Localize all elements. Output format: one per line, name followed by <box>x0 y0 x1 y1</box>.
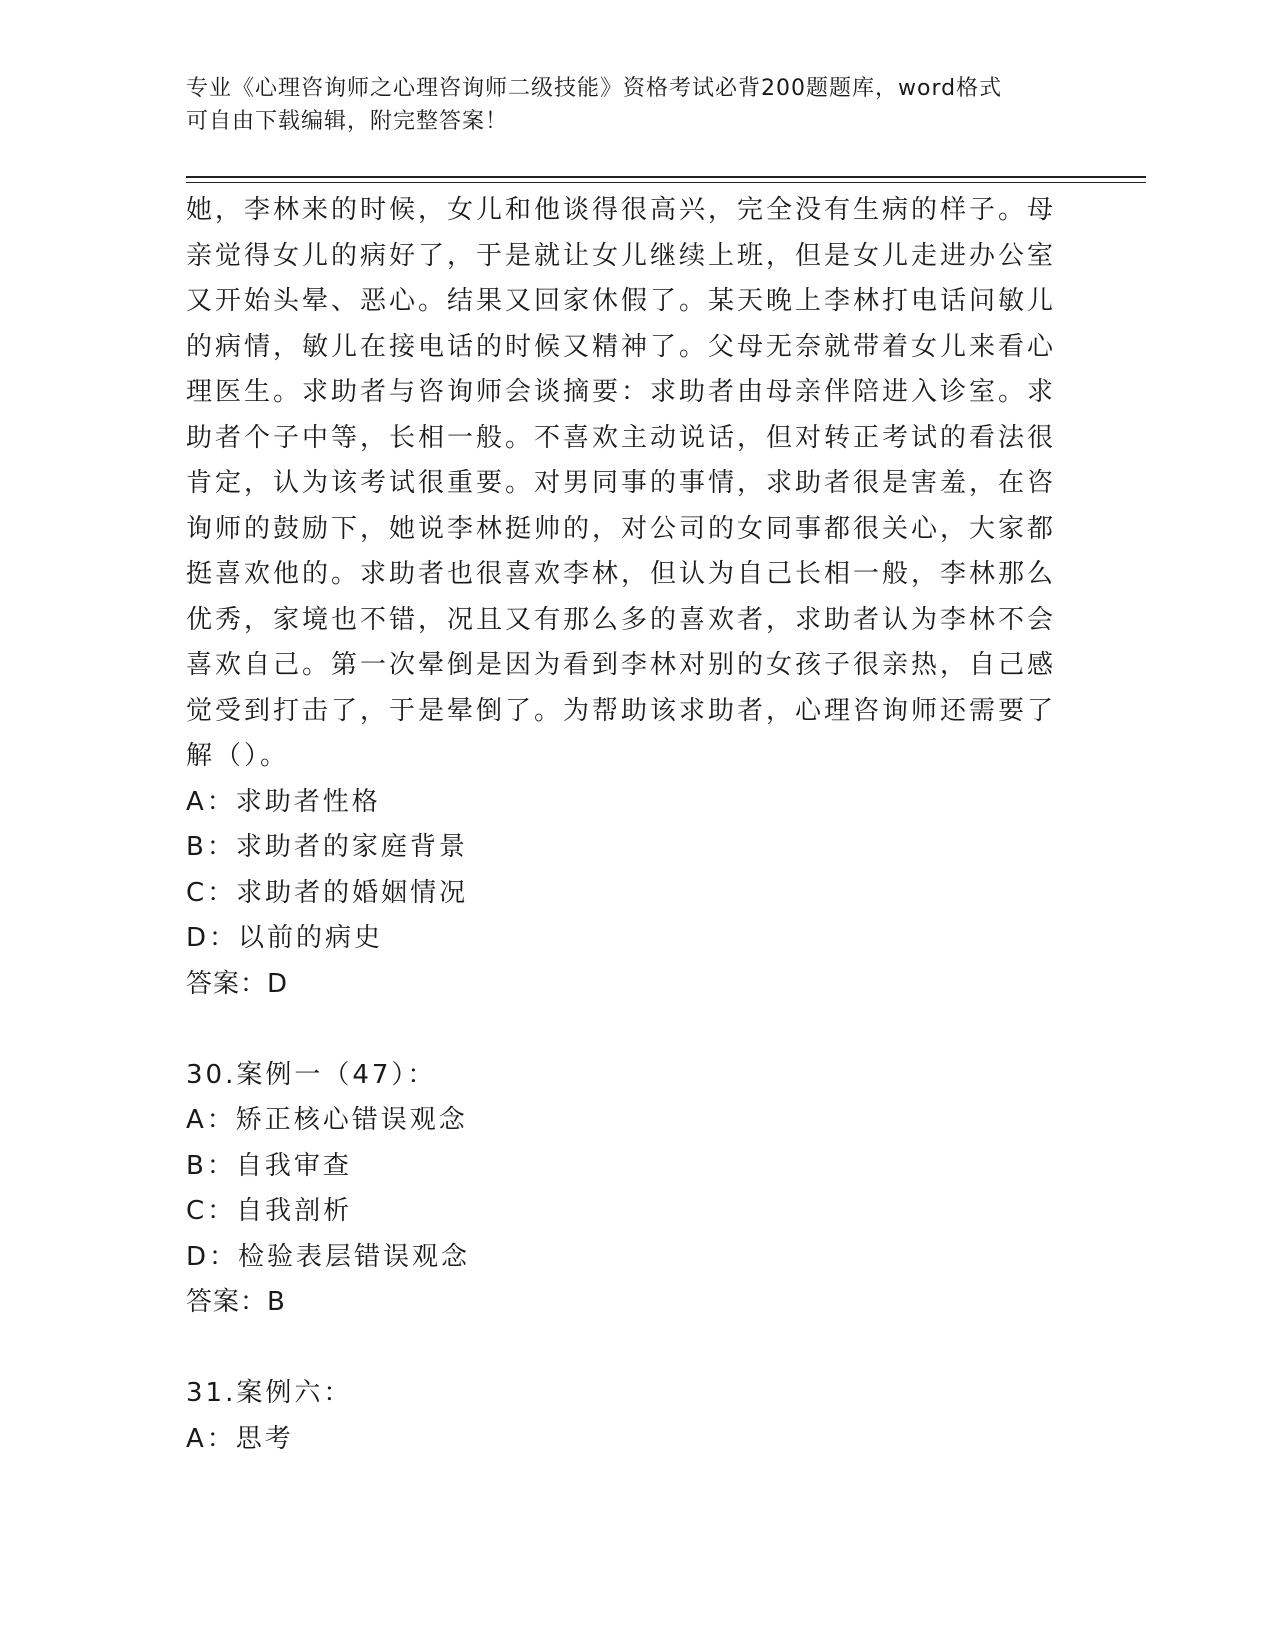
question-stem-line: 助者个子中等，长相一般。不喜欢主动说话，但对转正考试的看法很 <box>186 422 1057 453</box>
answer-label: 答案：D <box>186 968 289 999</box>
question-31 <box>186 1371 1066 1462</box>
question-stem-line: 亲觉得女儿的病好了，于是就让女儿继续上班，但是女儿走进办公室 <box>186 240 1057 271</box>
question-stem-line: 肯定，认为该考试很重要。对男同事的事情，求助者很是害羞，在咨 <box>186 468 1057 498</box>
question-30 <box>186 1053 1066 1326</box>
question-stem-line: 喜欢自己。第一次晕倒是因为看到李林对别的女孩子很亲热，自己感 <box>186 650 1057 680</box>
option-c: C：求助者的婚姻情况 <box>186 877 469 908</box>
option-d: D：检验表层错误观念 <box>186 1241 471 1272</box>
option-b: B：求助者的家庭背景 <box>186 832 468 862</box>
option-a: A：矫正核心错误观念 <box>186 1105 468 1135</box>
option-a: A：思考 <box>186 1423 294 1454</box>
option-c: C：自我剖析 <box>186 1196 353 1226</box>
question-stem-line: 挺喜欢他的。求助者也很喜欢李林，但认为自己长相一般，李林那么 <box>186 559 1057 589</box>
question-stem-line: 优秀，家境也不错，况且又有那么多的喜欢者，求助者认为李林不会 <box>186 604 1057 635</box>
option-d: D：以前的病史 <box>186 923 384 953</box>
page-header <box>186 72 1066 138</box>
question-stem-line: 的病情，敏儿在接电话的时候又精神了。父母无奈就带着女儿来看心 <box>186 331 1057 362</box>
question-stem-line: 觉受到打击了，于是晕倒了。为帮助该求助者，心理咨询师还需要了 <box>186 695 1057 726</box>
question-stem-line: 解（）。 <box>186 741 290 771</box>
header-title-line-2: 可自由下载编辑，附完整答案！ <box>186 109 509 134</box>
question-stem-line: 她，李林来的时候，女儿和他谈得很高兴，完全没有生病的样子。母 <box>186 195 1057 225</box>
question-stem-line: 理医生。求助者与咨询师会谈摘要：求助者由母亲伴陪进入诊室。求 <box>186 377 1057 407</box>
document-body <box>186 188 1066 1462</box>
question-spacer <box>186 1326 1066 1372</box>
question-title: 31.案例六： <box>186 1378 353 1408</box>
answer-label: 答案：B <box>186 1287 286 1317</box>
option-a: A：求助者性格 <box>186 786 381 817</box>
question-spacer <box>186 1007 1066 1053</box>
header-divider-thin <box>186 182 1146 183</box>
question-title: 30.案例一（47）： <box>186 1059 437 1090</box>
question-stem-line: 又开始头晕、恶心。结果又回家休假了。某天晚上李林打电话问敏儿 <box>186 286 1057 316</box>
header-divider-thick <box>186 176 1146 178</box>
question-29 <box>186 188 1066 1007</box>
option-b: B：自我审查 <box>186 1150 352 1181</box>
header-title-line-1: 专业《心理咨询师之心理咨询师二级技能》资格考试必背200题题库，word格式 <box>186 76 1003 101</box>
question-stem-line: 询师的鼓励下，她说李林挺帅的，对公司的女同事都很关心，大家都 <box>186 513 1057 544</box>
